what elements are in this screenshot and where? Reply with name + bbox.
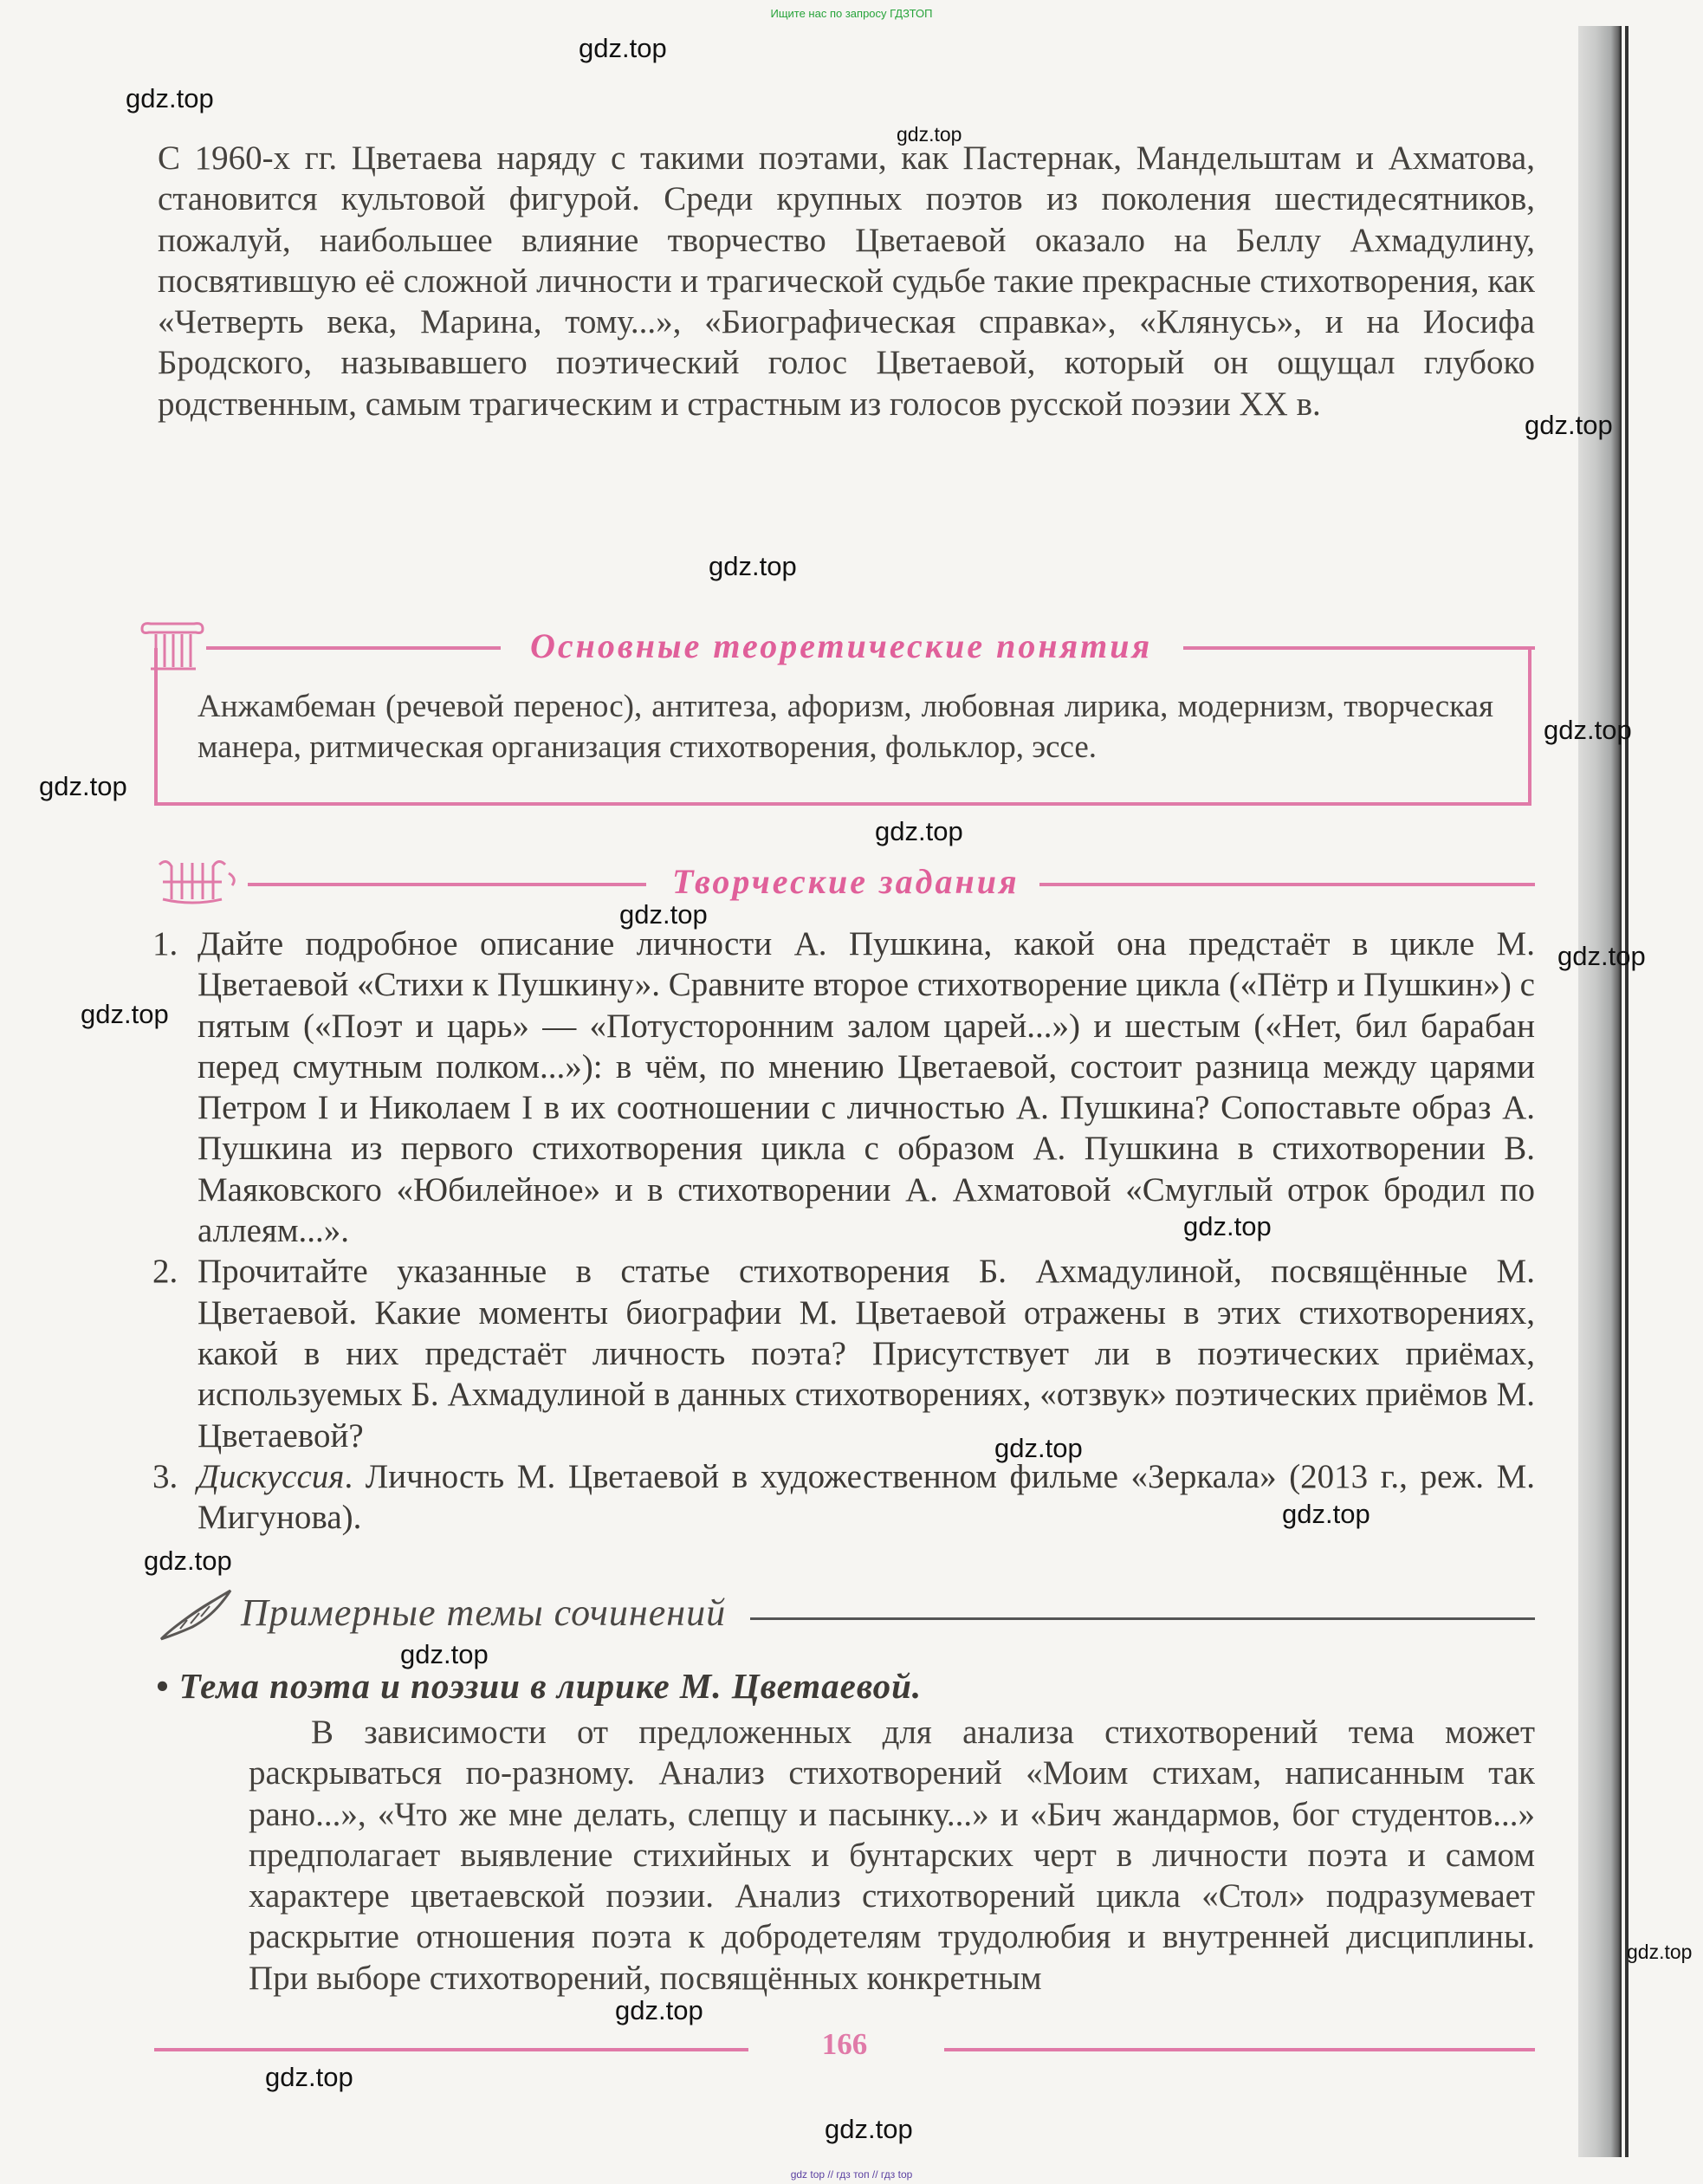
watermark: gdz.top (81, 999, 169, 1029)
watermark: gdz.top (897, 123, 962, 146)
watermark: gdz.top (400, 1639, 489, 1669)
watermark: gdz.top (39, 771, 127, 801)
task-text: . Личность М. Цветаевой в художественном фильме «Зеркала» (2013 г., реж. М. Мигунова). (197, 1457, 1535, 1537)
task-item (152, 1456, 1535, 1539)
intro-paragraph: С 1960-х гг. Цветаева наряду с такими поэтами, как Пастернак, Мандельштам и Ахматова, становится культовой фигурой. Среди крупных поэтов из поколения шестидесятников, пожалуй, наибольшее влияние творчество Цветаевой оказало на Беллу Ахмадулину, посвятившую её сложной личности и трагической судьбе такие прекрасные стихотворения, как «Четверть века, Марина, тому...», «Биографическая справка», «Клянусь», и на Иосифа Бродского, называвшего поэтический голос Цветаевой, который он ощущал глубоко родственным, самым трагическим и страстным из голосов русской поэзии XX в. (158, 139, 1535, 423)
essay-topic (156, 1665, 922, 1707)
lyre-icon (154, 858, 241, 906)
page-number: 166 (821, 2027, 868, 2061)
essay-topic-text: Тема поэта и поэзии в лирике М. Цветаевой. (178, 1666, 923, 1706)
watermark: gdz.top (1544, 715, 1632, 745)
task-item (152, 924, 1535, 1251)
watermark: gdz.top (1627, 1941, 1693, 1963)
watermark: gdz.top (709, 551, 797, 581)
watermark: gdz.top (1525, 410, 1613, 440)
footer-line-left (154, 2048, 748, 2051)
watermark: gdz.top (579, 33, 667, 63)
task-number: 3. (152, 1457, 178, 1495)
task-number: 2. (152, 1253, 178, 1291)
watermark: gdz.top (875, 816, 963, 846)
bottom-watermark-notice: gdz top // гдз топ // гдз top (790, 2168, 913, 2181)
watermark: gdz.top (619, 899, 708, 930)
task-item (152, 1251, 1535, 1455)
book-spine-shadow (1578, 26, 1622, 2157)
essay-paragraph: В зависимости от предложенных для анализа стихотворений тема может раскрываться по-разному. Анализ стихотворений «Моим стихам, написанным так рано...», «Что же мне делать, слепцу и пасынку...» и «Бич жандармов, бог студентов...» предполагает выявление стихийных и бунтарских черт в личности поэта и самом характере цветаевской поэзии. Анализ стихотворений цикла «Стол» подразумевает раскрытие отношения поэта к добродетелям трудолюбия и внутренней дисциплины. При выборе стихотворений, посвящённых конкретным (249, 1714, 1535, 1997)
watermark: gdz.top (144, 1546, 232, 1576)
watermark: gdz.top (126, 83, 214, 113)
quill-icon (154, 1585, 237, 1644)
task-label: Дискуссия (197, 1457, 345, 1495)
top-watermark-notice: Ищите нас по запросу ГДЗТОП (770, 7, 933, 20)
watermark: gdz.top (1183, 1211, 1272, 1241)
tasks-line-left (248, 883, 646, 886)
essays-title: Примерные темы сочинений (241, 1591, 727, 1634)
watermark: gdz.top (825, 2114, 913, 2144)
watermark: gdz.top (265, 2062, 353, 2092)
tasks-line-right (1039, 883, 1535, 886)
watermark: gdz.top (1282, 1499, 1370, 1529)
theory-title: Основные теоретические понятия (530, 626, 1153, 665)
watermark: gdz.top (1557, 941, 1646, 971)
watermark: gdz.top (994, 1433, 1083, 1463)
essays-line (750, 1617, 1535, 1620)
book-spine-edge (1625, 26, 1629, 2157)
footer-line-right (944, 2048, 1535, 2051)
watermark: gdz.top (615, 1995, 703, 2025)
bullet: • (156, 1666, 170, 1706)
task-number: 1. (152, 925, 178, 962)
theory-text: Анжамбеман (речевой перенос), антитеза, афоризм, любовная лирика, модернизм, творческая манера, ритмическая организация стихотворения, фольклор, эссе. (197, 689, 1493, 765)
tasks-title: Творческие задания (672, 862, 1020, 901)
tasks-list (152, 924, 1535, 1538)
task-text: Прочитайте указанные в статье стихотворения Б. Ахмадулиной, посвящённые М. Цветаевой. Какие моменты биографии М. Цветаевой отражены в этих стихотворениях, какой в них предстаёт личность поэта? Присутствует ли в поэтических приёмах, используемых Б. Ахмадулиной в данных стихотворениях, «отзвук» поэтических приёмов М. Цветаевой? (197, 1253, 1535, 1455)
task-text: Дайте подробное описание личности А. Пушкина, какой она предстаёт в цикле М. Цветаевой «Стихи к Пушкину». Сравните второе стихотворение цикла («Пётр и Пушкин») с пятым («Поэт и царь» — «Потусторонним залом царей...») и шестым («Нет, бил барабан перед смутным полком...»): в чём, по мнению Цветаевой, состоит разница между царями Петром I и Николаем I в их соотношении с личностью А. Пушкина? Сопоставьте образ А. Пушкина из первого стихотворения цикла с образом А. Пушкина в стихотворении В. Маяковского «Юбилейное» и в стихотворении А. Ахматовой «Смуглый отрок бродил по аллеям...». (197, 925, 1535, 1250)
